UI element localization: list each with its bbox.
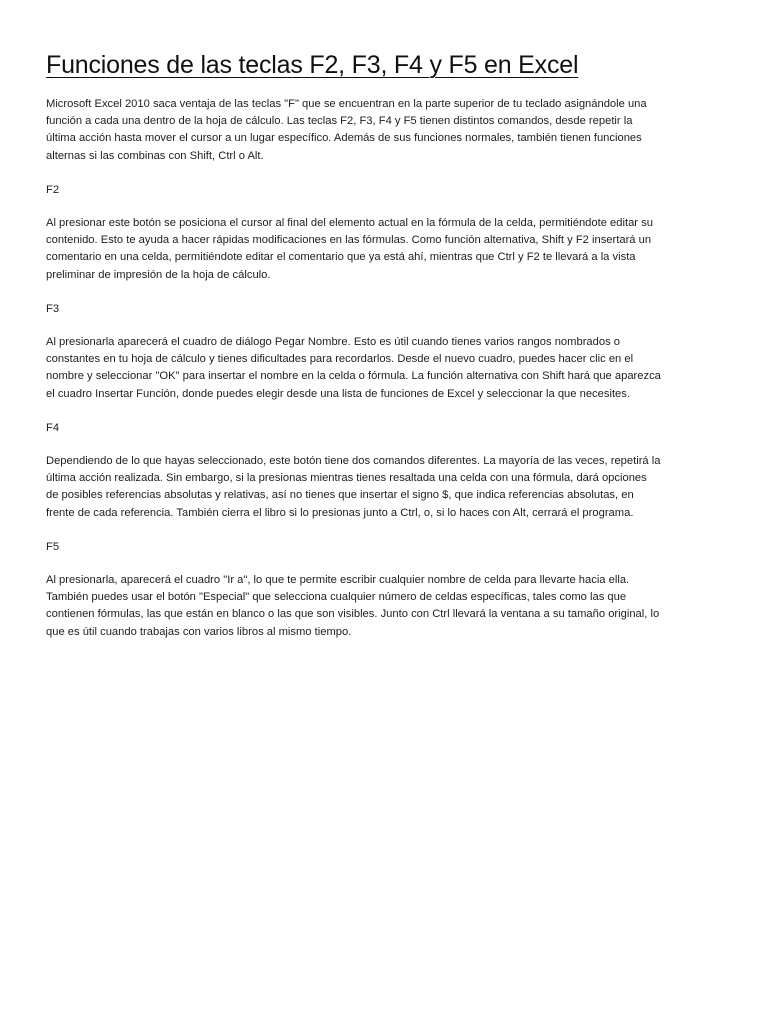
- section-heading-f4: F4: [46, 421, 60, 434]
- section-body-f2: Al presionar este botón se posiciona el cursor al final del elemento actual en la fórmula de la celda, permitiéndote editar su contenido. Esto te ayuda a hacer rápidas modificaciones en las fórmulas. Como función alternativa, Shift y F2 insertará un comentario en una celda, permitiéndote editar el comentario que ya está ahí, mientras que Ctrl y F2 te llevará a la vista preliminar de impresión de la hoja de cálculo.: [46, 217, 653, 281]
- intro-paragraph: Microsoft Excel 2010 saca ventaja de las teclas "F" que se encuentran en la parte superior de tu teclado asignándole una función a cada una dentro de la hoja de cálculo. Las teclas F2, F3, F4 y F5 tienen distintos comandos, desde repetir la última acción hasta mover el cursor a un lugar específico. Además de sus funciones normales, también tienen funciones alternas si las combinas con Shift, Ctrl o Alt.: [46, 98, 647, 162]
- document-page: [46, 48, 662, 641]
- section-body-f3: Al presionarla aparecerá el cuadro de diálogo Pegar Nombre. Esto es útil cuando tienes varios rangos nombrados o constantes en tu hoja de cálculo y tienes dificultades para recordarlos. Desde el nuevo cuadro, puedes hacer clic en el nombre y seleccionar "OK" para insertar el nombre en la celda o fórmula. La función alternativa con Shift hará que aparezca el cuadro Insertar Función, donde puedes elegir desde una lista de funciones de Excel y seleccionar la que necesites.: [46, 336, 661, 400]
- section-heading-f2: F2: [46, 183, 60, 196]
- section-heading-f5: F5: [46, 540, 60, 553]
- section-body-f4: Dependiendo de lo que hayas seleccionado, este botón tiene dos comandos diferentes. La mayoría de las veces, repetirá la última acción realizada. Sin embargo, si la presionas mientras tienes resaltada una celda con una fórmula, dará opciones de posibles referencias absolutas y relativas, así no tienes que insertar el signo $, que indica referencias absolutas, en frente de cada referencia. También cierra el libro si lo presionas junto a Ctrl, o, si lo haces con Alt, cerrará el programa.: [46, 455, 661, 519]
- section-body-f5: Al presionarla, aparecerá el cuadro "Ir a", lo que te permite escribir cualquier nombre de celda para llevarte hacia ella. También puedes usar el botón "Especial" que selecciona cualquier número de celdas específicas, tales como las que contienen fórmulas, las que están en blanco o las que son visibles. Junto con Ctrl llevará la ventana a su tamaño original, lo que es útil cuando trabajas con varios libros al mismo tiempo.: [46, 574, 660, 638]
- section-heading-f3: F3: [46, 302, 60, 315]
- page-title: Funciones de las teclas F2, F3, F4 y F5 en Excel: [46, 51, 579, 79]
